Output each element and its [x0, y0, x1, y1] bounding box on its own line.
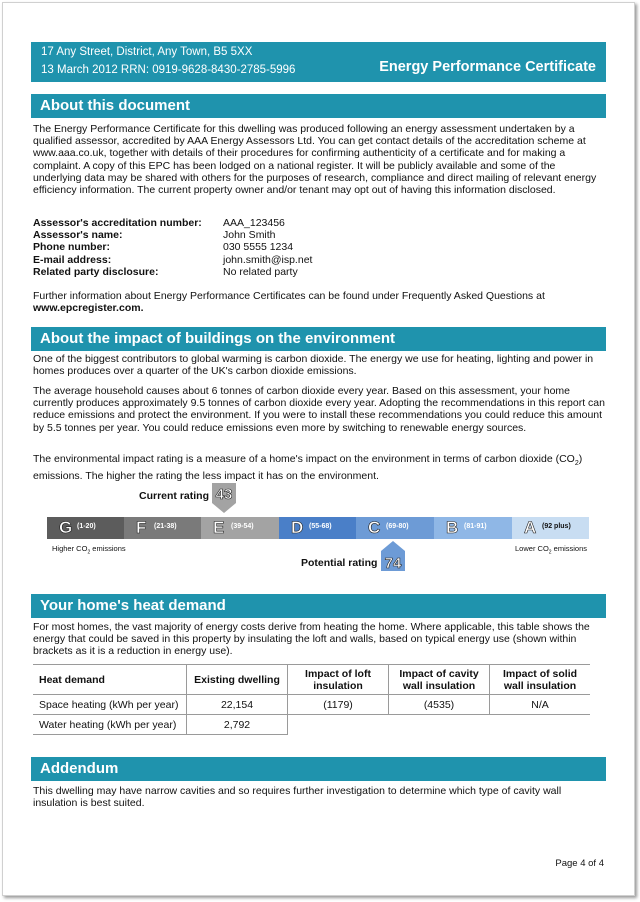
heat-paragraph: For most homes, the vast majority of energy costs derive from heating the home. Where applicable, this table shows the energy that could be saved in this property by insulating the loft and walls, based on typical energy use (shown within brackets as it is a reduction in energy use).	[33, 621, 590, 658]
current-rating-label: Current rating	[139, 490, 210, 502]
assessor-details	[33, 217, 312, 278]
lower-co-text: Lower CO	[515, 544, 549, 553]
band-g	[47, 517, 124, 539]
certificate-title: Energy Performance Certificate	[379, 59, 596, 75]
section-heading-about: About this document	[31, 94, 606, 118]
lower-emissions-word: emissions	[551, 544, 587, 553]
column-header: Existing dwelling	[187, 665, 288, 695]
date-rrn: 13 March 2012 RRN: 0919-9628-8430-2785-5996	[41, 64, 296, 76]
band-letter: A	[524, 518, 537, 537]
lower-emissions-label	[515, 544, 587, 556]
detail-label: E-mail address:	[33, 253, 112, 266]
detail-label: Assessor's name:	[33, 229, 123, 242]
table-cell: Space heating (kWh per year)	[33, 695, 187, 715]
empty-cell	[389, 715, 490, 735]
band-letter: F	[136, 518, 147, 537]
empty-cell	[288, 715, 389, 735]
property-address: 17 Any Street, District, Any Town, B5 5XX	[41, 46, 253, 58]
current-rating-marker	[212, 483, 236, 513]
section-heading-addendum: Addendum	[31, 757, 606, 781]
higher-emissions-label	[52, 544, 126, 556]
band-range: (39-54)	[231, 523, 254, 530]
column-header: Heat demand	[33, 665, 187, 695]
band-letter: E	[213, 518, 225, 537]
lower-co2-sub: 2	[548, 549, 552, 556]
table-cell: N/A	[490, 695, 591, 715]
further-info-text: Further information about Energy Performance Certificates can be found under Frequently Asked Questions at	[33, 290, 545, 302]
table-cell: (1179)	[288, 695, 389, 715]
band-letter: B	[446, 518, 459, 537]
potential-rating-value: 74	[384, 555, 402, 571]
table-row	[33, 715, 590, 735]
table-cell: (4535)	[389, 695, 490, 715]
higher-co2-sub: 2	[87, 549, 91, 556]
table-cell: Water heating (kWh per year)	[33, 715, 187, 735]
band-letter: D	[291, 518, 304, 537]
band-range: (1-20)	[77, 523, 96, 530]
table-cell: 22,154	[187, 695, 288, 715]
co2-subscript: 2	[574, 460, 579, 468]
detail-label: Phone number:	[33, 241, 111, 254]
detail-value: 030 5555 1234	[223, 241, 294, 254]
column-header: Impact of cavity wall insulation	[389, 665, 490, 695]
band-range: (55-68)	[309, 523, 332, 530]
higher-emissions-word: emissions	[90, 544, 126, 553]
environmental-rating-bar	[47, 517, 589, 539]
band-range: (21-38)	[154, 523, 177, 530]
about-paragraph: The Energy Performance Certificate for this dwelling was produced following an energy assessment undertaken by a qualified assessor, accredited by AAA Energy Assessors Ltd. You can get contact details of the accreditation scheme at www.aaa.co.uk, together with details of their procedures for confirming authenticity of a certificate and for making a complaint. A copy of this EPC has been lodged on a national register. It will be publicly available and some of the underlying data may be shared with others for the purposes of research, compliance and direct mailing of relevant energy efficiency information. The current property owner and/or tenant may opt out of having this information disclosed.	[33, 123, 597, 197]
column-header: Impact of loft insulation	[288, 665, 389, 695]
detail-row	[33, 229, 312, 241]
detail-value: john.smith@isp.net	[223, 253, 313, 266]
addendum-paragraph: This dwelling may have narrow cavities and so requires further investigation to determine which type of cavity wall insulation is best suited.	[33, 785, 562, 810]
table-row	[33, 695, 590, 715]
impact-text-a: The environmental impact rating is a measure of a home's impact on the environment in terms of carbon dioxide (CO	[33, 453, 575, 465]
section-heading-impact: About the impact of buildings on the environment	[31, 327, 606, 351]
detail-value: AAA_123456	[223, 217, 285, 229]
further-info-paragraph	[33, 290, 605, 314]
certificate-header	[31, 42, 606, 82]
heat-demand-table	[33, 664, 590, 735]
detail-value: No related party	[223, 265, 298, 278]
table-header-row	[33, 665, 590, 695]
higher-co-text: Higher CO	[52, 544, 88, 553]
band-c	[356, 517, 434, 539]
table-cell: 2,792	[187, 715, 288, 735]
band-b	[434, 517, 512, 539]
band-a	[512, 517, 589, 539]
epc-register-link[interactable]: www.epcregister.com.	[33, 302, 144, 315]
band-e	[201, 517, 279, 539]
detail-row	[33, 266, 312, 278]
potential-rating-label: Potential rating	[301, 557, 378, 569]
band-range: (81-91)	[464, 523, 487, 530]
band-f	[124, 517, 201, 539]
detail-value: John Smith	[223, 229, 276, 242]
band-letter: G	[59, 518, 73, 537]
impact-text-b: ) emissions. The higher the rating the less impact it has on the environment.	[33, 453, 583, 483]
detail-label: Assessor's accreditation number:	[33, 217, 202, 229]
empty-cell	[490, 715, 591, 735]
impact-paragraph-3	[33, 453, 605, 483]
impact-paragraph-1: One of the biggest contributors to global warming is carbon dioxide. The energy we use for heating, lighting and power in homes produces over a quarter of the UK's carbon dioxide emissions.	[33, 353, 594, 378]
band-range: (92 plus)	[542, 523, 571, 530]
detail-row	[33, 254, 312, 266]
detail-row	[33, 217, 312, 229]
page-number: Page 4 of 4	[555, 858, 604, 869]
detail-label: Related party disclosure:	[33, 265, 159, 278]
current-rating-value: 43	[215, 486, 233, 503]
band-letter: C	[368, 518, 381, 537]
potential-rating-marker	[381, 541, 405, 571]
section-heading-heat: Your home's heat demand	[31, 594, 606, 618]
band-d	[279, 517, 356, 539]
column-header: Impact of solid wall insulation	[490, 665, 591, 695]
detail-row	[33, 241, 312, 253]
impact-paragraph-2: The average household causes about 6 tonnes of carbon dioxide every year. Based on this assessment, your home currently produces approximately 9.5 tonnes of carbon dioxide every year. Adopting the recommendations in this report can reduce emissions and protect the environment. If you were to install these recommendations you could reduce this amount by 5.5 tonnes per year. You could reduce emissions even more by switching to renewable energy sources.	[33, 385, 605, 434]
band-range: (69-80)	[386, 523, 409, 530]
